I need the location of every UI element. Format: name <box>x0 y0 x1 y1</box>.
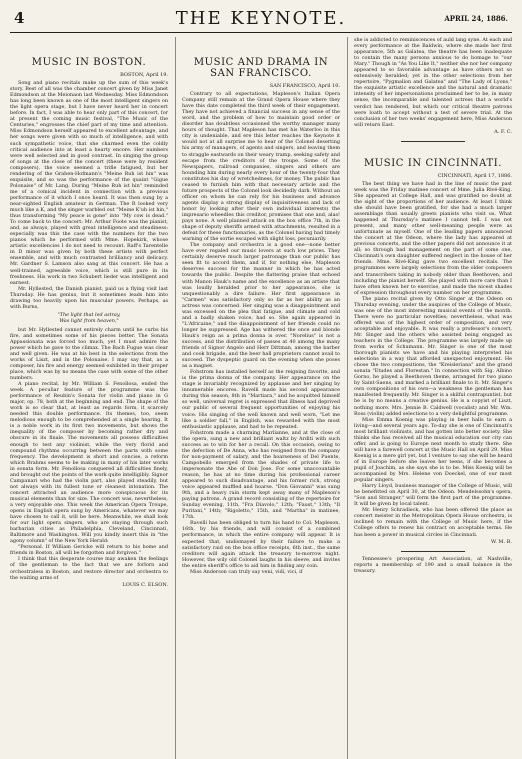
paragraph: The best thing we have had in the line of music the past week was the Friday matinee concert of Mme. Julia Rivé-King. She appeared at College Hall, and was gratified no doubt at the sight of the proportions of her audience. At least I think she should have been gratified, for she had a much larger assemblage than usually greets pianists who visit us. What happened at Thursday's matinee I cannot tell. I was not present, and many other well-meaning people were as unfortunate as myself. One of the leading papers announced the concert at the Odeon, where the lady has appeared at previous concerts, and the other papers did not announce it at all; so through bad management on the part of some one, Cincinnati's own daughter suffered neglect in the house of her friends. Mme. Rivé-King gave two excellent recitals. The programmes were largely selections from the older composers and transcribers taking in nobody older than Beethoven, and including the pianist herself. She played with more care than I have often known her to exercise, and made the nicest shades of expression throughout every number on her programme. <box>354 180 512 296</box>
paragraph: The company and orchestra is a good one—none better have ever regaled our music lovers at such low prices. They certainly deserve much larger patronage than our public has seen fit to accord them, and if, for nothing else, Mapleson deserves success for the manner in which he has acted towards the public. Despite the flattering praise that echoed with Manon Hauk's name and the excellence as an artiste that was loudly heralded prior to her appearance, she is unquestionably a dire failure. Her first appearance in "Carmen" was satisfactory only so far as her ability as an actress was concerned. Her singing was a disappointment and was excessed on the plea that fatigue, and climate and cold and a badly shaken voice, had so. She again appeared in "L'Africaine," and the disappointment of her friends could no longer be suppressed. Age has withered the once and blonde Hauk's reign as a prima donna is over. "Norelius" is not a success, and the distribution of passes at 40 among the many friends of Signor Angelo and Herr Dittman, among the barber and cook brigade, and the beer hall proprietors cannot avail to succeed. The dyspeptic guard on the evening when she poses as a magnet. <box>182 242 340 370</box>
signature-afc: A. F. C. <box>494 128 512 135</box>
column-2 <box>175 37 340 759</box>
divider <box>401 141 464 142</box>
article-heading-boston: MUSIC IN BOSTON. <box>31 57 147 68</box>
page-number: 4 <box>14 9 25 27</box>
paragraph: Fohstrom has installed herself as the reigning favorite, and is the prima donna of the company. Her appearance on the stage is invariably recognized by applause and her singing by innumerable encores. Ravelli made his second appearance during this season, 8th in "Martiara," and he acquitted himself so well, universal regret is expressed that illness had deprived our public of several frequent opportunities of enjoying his voice. His singing of the well known and well worn, "Let me like a soldier fall," in English, was rewarded with the most enthusiastic applause, and had to be repeated. <box>182 369 340 430</box>
masthead <box>10 6 512 33</box>
dateline-boston: BOSTON, April 19. <box>120 72 168 78</box>
dateline-cincinnati: CINCINNATI, April 17, 1886. <box>437 172 512 179</box>
paragraph: Fohstrom made a charming Marlianne, and at the close of the opera, sung a new and brilliant waltz by Arditi with such success as to win for her a recall. On this occasion, owing to the defection of De Anna, who has resigned from the company for non-payment of salary, and the hoarseness of Del Puente, Campobello emerged from the shades of private life to impersonate the Abe of Don Jose. For some unaccountable reason, he has at no time during his professional career appeared to such disadvantage, and his former rich, strong voice appeared muffled and hoarse. "Don Giovanni" was sung 9th, and a heavy rain storm kept away many of Mapleson's paying patrons. A grand record consisting of the repertoire for Sunday evening, 11th, "Fra Diavolo," 12th; "Faust," 13th; "Il Puritani," 14th; "Rigoletto," 15th, and "Martha" in matinee, 17th. <box>182 429 340 521</box>
paragraph: but Mr. Hyllested cannot entirely charm until he curbs his fire, and sometimes some of his pieces better. The Sonata Appassionata was forced too much, yet I must admire the power which he gave to the climax. The Bach Fugue was clear and well given. He was at his best in the selections from the works of Liszt, and in the Polonaise. I may say that, as a composer, his fire and energy seemed exhibited in their proper place, which was by no means the case with some of the other numbers. <box>10 326 168 382</box>
issue-date: APRIL 24, 1886. <box>444 14 508 23</box>
verse-line: Was light from heaven," <box>59 318 119 325</box>
paragraph: Mr. Henry Schradieck, who has been offered the place as concert meister in the Metropolitan Opera House orchestra, is inclined to remain with the College of Music here, if the College offers to renew his contract on acceptable terms. He has been a power in musical circles in Cincinnati. <box>354 507 512 538</box>
signature-wmb: W. M. B. <box>490 538 512 545</box>
column-1 <box>10 37 168 759</box>
paragraph: Miss Emma Koenig was playing in beer halls to earn a living—and several years ago. To-day she is one of Cincinnati's most brilliant violinists, and has gotten into better society. She thinks she has received all the musical education our city can offer, and is going to Europe next month to study there. She will have a farewell concert at the Music Hall on April 29. Miss Koenig is a mere girl yet, but I venture to say she will be heard of in Europe before she leaves her teens, if she becomes a pupil of Joachim, as she says she is to be. Miss Koenig will be accompanied by Mrs. Helene von Doeckel, one of our most popular singers. <box>354 416 512 484</box>
paragraph: she is addicted to reminiscences of auld lang syne. At each and every performance at the Baldwin, where she made her first appearance, 5th as Galatea, the theatre has been inadequate to contain the many persons anxious to do homage to "our Mary." Though in "As You Like It," neither she nor her company appeared to so favorable advantage as have others not so extensively heralded; yet in the other selections from her repertoire, "Pygmalion and Galatea" and "The Lady of Lyons," the exquisite artistic excellence and the natural and dramatic intensity of her impersonations proclaimed her to be, in many sense, the incomparable and talented actress that a world's verdict has rendered, but which our critical theatre patrons were loath to accept without a test of severe trial. At the conclusion of her two weeks' engagement here, Miss Anderson will return East. <box>354 37 512 128</box>
verse-line: "The light that led astray, <box>57 311 121 318</box>
signature-elson: LOUIS C. ELSON. <box>122 581 168 588</box>
article-heading-cincinnati: MUSIC IN CINCINNATI. <box>363 157 503 169</box>
article-columns <box>10 37 512 759</box>
paragraph: Mr. Hyllested, the Danish pianist, paid us a flying visit last Thursday. He has genius, but it sometimes leads him into drawing too heavily upon his muscular powers. Perhaps, as with Burns, <box>10 285 168 310</box>
article-heading-san-francisco: MUSIC AND DRAMA IN SAN FRANCISCO. <box>193 57 329 79</box>
verse-quote <box>10 312 168 325</box>
paragraph: Contrary to all expectations, Mapleson's Italian Opera Company still remain at the Grand Opera House where they have this date completed the third week of their engagement. They have not achieved a financial success in any sense of the word, and the problem of how to maintain good order or disorder has doubtless occasioned the worthy manager many hours of thought. That Mapleson has met his Waterloo in this city is undeniable, and ere this letter reaches the Keynote it would not at all surprise me to hear of the Colonel deserting his army of managers, of agents and singers, and leaving them to straggle eastwards on their weary tramp, seeking safety and escape from the creditors of the troupe. Some of the Newspapers, railroad companies, singers and others are hounding him during nearly every hour of the twenty-four that constitutes his day of wretchedness, for money. The public has ceased to furnish him with that necessary article and the future prospects of the Colonel look decidedly dark. Without an officer on whom he can rely for his business and advance agents display a strong display of inquisitiveness and lack of honor by looking after their own individual interests) the impresario wheedles this creditor, promises that one and, alas! pays none. A well planned attack on the box office 7th, in the shape of deputy sheriffs armed with attachments, resulted in a defeat for these functionaries, as the Colonel having had timely warning of the sortie escaped with slight loss, pecuniarily. <box>182 91 340 243</box>
paragraph: Miss Anderson can truly say veni, vidi, vici, if <box>190 568 303 575</box>
paragraph: Ravelli has been obliged to turn his hand to Col. Mapleson, 16th, by his friends, and will consist of a combined performance, in which the entire company will appear. It is expected that, undismayed by their failure to make a satisfactory raid on the box office receipts, 6th inst., the same creditors will again attack the treasury to-morrow night. However, the wily old Colonel laughs in his sleeve, and invites the entire sheriff's office to aid him in finding any coin. <box>182 520 340 569</box>
publication-title: THE KEYNOTE. <box>175 8 347 29</box>
paragraph: The piano recital given by Otto Singer at the Odeon on Thursday evening, under the auspices of the College of Music, was one of the most interesting musical events of the month. There were no particular novelties; nevertheless, what was offered was of the highest order of composition, and very acceptable and enjoyable. It was really a professor's concert, Mr. Singer and the others who assisted being engaged as teachers in the College. The programme was largely made up from works of Schumann. Mr. Singer is one of the most thorough pianists we have and his playing interpreted his selections in a way that afforded unexpected enjoyment. He chose the two compositions, the "Kreisleriana" and the grand sonata "Etudes and Florestan." In connection with Sig. Albino Gorno, he played a Beethoven theme, arranged for two piano by Saint-Saens, and marked a brilliant finale to it. Mr. Singer's own compositions of his own—a weakness the gentleman has manifested frequently. Mr. Singer is a skilful contrapuntist, but he is by no means a creative genius. He is a copyist of Liszt, nothing more. Mrs. Jennie B. Caldwell (vocalist) and Mr. Wm. Ross (violin) added selections to a very delightful programme. <box>354 295 512 417</box>
column-3 <box>347 37 512 759</box>
divider <box>401 551 464 552</box>
paragraph: Harry Lloyd, business manager of the College of Music, will be benefitted on April 30, at the Odeon. Mendelssohn's opera, "Son and Stranger," will form the first part of the programme. It will be given by local talent. <box>354 483 512 508</box>
dateline-san-francisco: SAN FRANCISCO, April 10. <box>269 83 340 89</box>
paragraph: I think that this desperate course may awaken the feelings of the gentleman to the fact that we are forlorn and orchestraless in Boston, and restore director and orchestra to the waiting arms of <box>10 556 168 581</box>
paragraph: A piano recital, by Mr. William S. Fenollosa, ended the week. A peculiar feature of the programme was the performance of Reubin's Sonata for violin and piano in G major, op. 78, both at the beginning and end. The shape of the work is so clear that, at least as regards form, it scarcely needed this double performance. Its themes, too, seem melodious enough to be comprehended at a single hearing. It is a noble work in its first two movements, but shows the inequality of the composer by becoming rather dry and obscure in its finale. The movements all possess difficulties enough to test any violinist, while the very florid and compound rhythms occurring between the parts with some frequency. The development is short and concise, a reform which Brahms seems to be making in many of his later works in sonata form. Mr. Fenollosa conquered all difficulties finely, and brought out the points of the work quite intelligibly. Signor Campanari who had the violin part, also played steadily, but not always with its fullest tone or cleanest intonation. The concert attracted an audience more conspicuous for its musical elements than for size. The concert was, nevertheless, a very enjoyable one. This week the American Opera Troupe, opens in English opera sung by Americans, whatever we may have chosen to call it, will be here. Meanwhile, we shall look for our light opera singers, who are staying through such barbarian cities as Philadelphia, Cleveland, Cincinnati, Baltimore and Washington. Will you kindly insert this in "the agony column" of the New York Herald: <box>10 381 168 545</box>
paragraph: "Personal. If William Gericke will return to his home and friends in Boston, all will be forgotten and forgiven." <box>10 544 168 557</box>
paragraph: Tennessee's prospering Art Association, at Nashville, reports a membership of 190 and a small balance in the treasury. <box>354 555 512 574</box>
paragraph: Song and piano recitals make up the sum of this week's story. Best of all was the chamber concert given by Miss Janet Edmondson at the Meionaon last Wednesday. Miss Edmondson has long been known as one of the most intelligent singers on the light opera stage, but I have never heard her in concert before. In fact, I was able to hear only part of this concert, for at present the coming music festival, "The Music of the Centuries," engrosses the chief part of my time and attention. Miss Edmondson herself appeared to excellent advantage, and her songs were given with so much of intelligence, and with such sympathetic voice, that she charmed even the coldly critical audience into at least a hearty encore. Her numbers were well selected and in good contrast. In singing the group of songs at the close of the concert (these were by resident composers), the voice seemed a trifle fatigued, but her rendering of the Grahen-Hofmann's "Meine Ruh ist hin" was exquisite, and so was the performance of the quaint "Gigue Polonaise" of Mr. Lang. During "Meine Ruh ist hin" reminded me of a comical incident in connection with a previous performance of it which I once heard. It was then sung by a near-sighted English amateur in German. The R looked very much like a K, and the singer warbled out "Meine K'uh ist hin," thus transforming "My peace is gone" into "My cow is dead." To come back to the concert: Mr. Arthur Foote was the pianist, and, as always, played with great intelligence and steadiness: especially was this the case with the numbers for the two pianos which he performed with Mme. Hopekirk, whose artistic excellencies I do not need to recount. Raff's Tarentelle in D minor was given by both these artists with perfect ensemble, and with much contrasted brilliancy and delicacy. Mr. Gardner S. Lamson also sang at this concert. He has a well-trained, agreeable voice, which is still pure in its freshness. His work in two Schubert lieder was intelligent and earnest. <box>10 80 168 286</box>
